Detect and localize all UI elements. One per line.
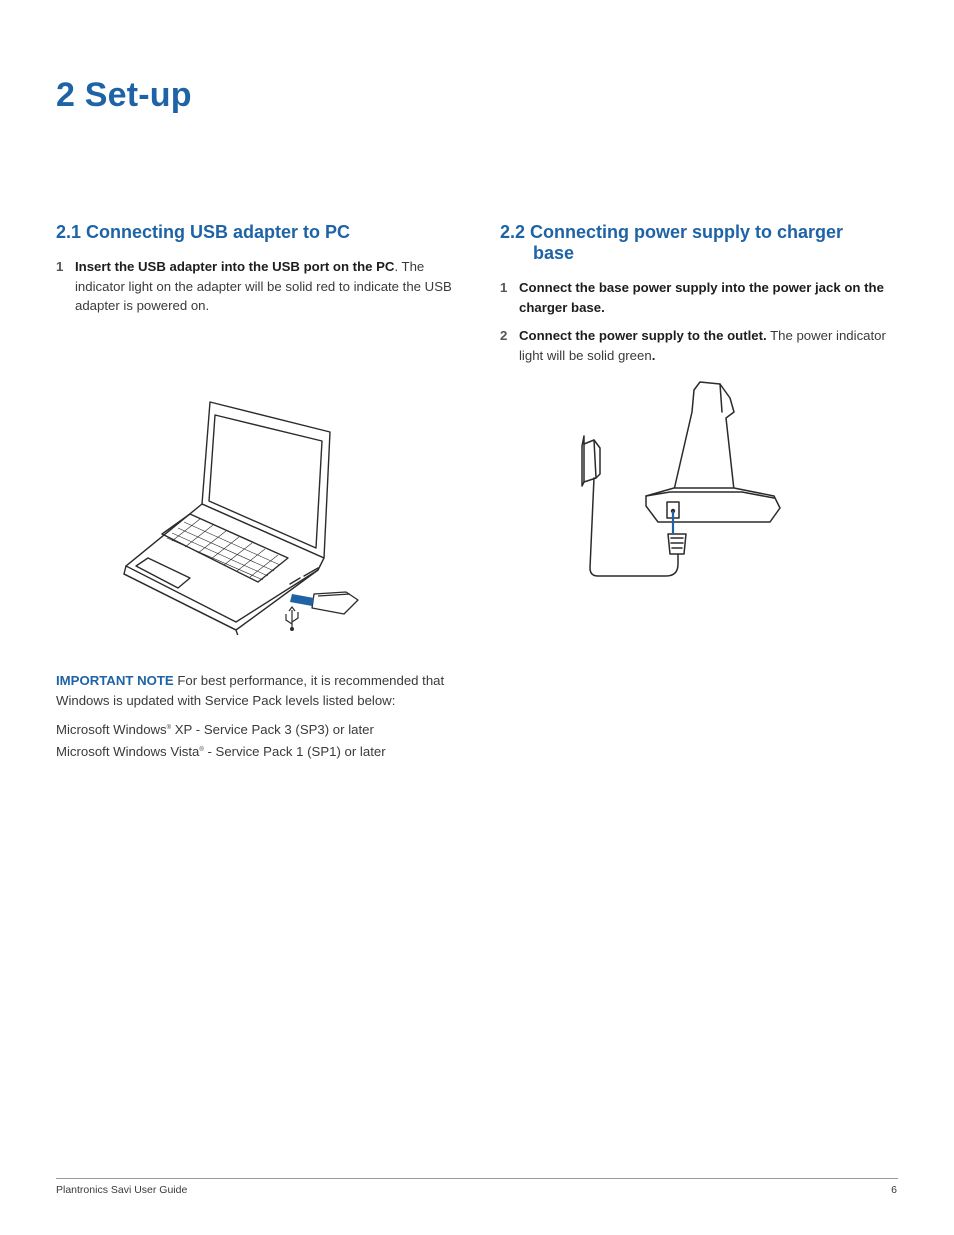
- os-requirement-vista: [56, 741, 386, 761]
- os-service-pack: - Service Pack 1 (SP1) or later: [203, 744, 386, 759]
- charger-base-power-supply-illustration: [574, 378, 786, 582]
- section-heading-power: [500, 222, 895, 264]
- step-detail: The power indicator light will be solid green: [519, 328, 886, 363]
- step-number: 1: [56, 259, 64, 274]
- heading-line-1: 2.2 Connecting power supply to charger: [500, 222, 844, 242]
- footer-divider: [56, 1178, 898, 1179]
- os-name: Microsoft Windows: [56, 722, 167, 737]
- section-usb-adapter: [56, 222, 456, 325]
- step-number: 1: [500, 280, 508, 295]
- registered-mark: ®: [166, 725, 172, 731]
- section-heading-usb: 2.1 Connecting USB adapter to PC: [56, 222, 351, 242]
- power-step-1: [500, 278, 895, 317]
- step-detail: . The indicator light on the adapter will be solid red to indicate the USB adapter is powered on.: [75, 259, 452, 313]
- step-number: 2: [500, 328, 508, 343]
- step-instruction: Connect the power supply to the outlet.: [519, 328, 767, 343]
- section-power-supply: [500, 222, 895, 374]
- heading-line-2: base: [533, 243, 575, 263]
- important-note-label: IMPORTANT NOTE: [56, 673, 174, 688]
- footer-document-title: Plantronics Savi User Guide: [56, 1184, 188, 1196]
- page-title: 2 Set-up: [56, 76, 192, 114]
- power-step-2: [500, 326, 895, 365]
- footer-page-number: 6: [891, 1184, 897, 1196]
- step-instruction: Connect the base power supply into the power jack on the charger base.: [519, 280, 884, 315]
- os-requirement-xp: [56, 719, 374, 739]
- os-service-pack: XP - Service Pack 3 (SP3) or later: [171, 722, 374, 737]
- step-instruction: Insert the USB adapter into the USB port on the PC: [75, 259, 395, 274]
- os-name: Microsoft Windows Vista: [56, 744, 200, 759]
- step-tail: .: [651, 347, 656, 363]
- important-note-text: For best performance, it is recommended that Windows is updated with Service Pack levels listed below:: [56, 673, 445, 708]
- usb-step-1: [56, 257, 456, 316]
- registered-mark: ®: [199, 747, 204, 753]
- laptop-usb-adapter-illustration: [118, 398, 363, 635]
- important-note: [56, 671, 446, 710]
